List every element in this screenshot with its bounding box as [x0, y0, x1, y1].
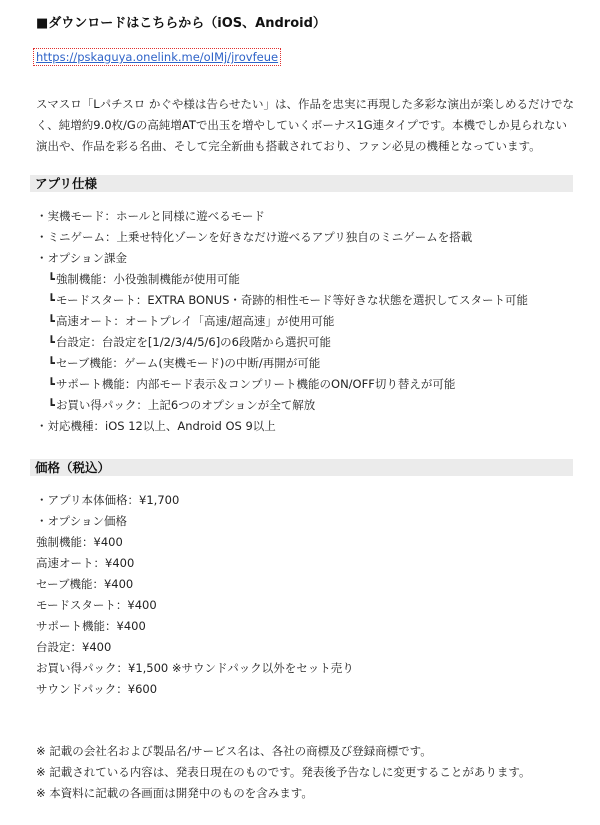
price-line-value-pack: お買い得パック：¥1,500 ※サウンドパック以外をセット売り	[36, 661, 354, 675]
price-app-body: ・アプリ本体価格：¥1,700	[36, 493, 180, 507]
option-setting: ┗台設定：台設定を[1/2/3/4/5/6]の6段階から選択可能	[48, 335, 331, 349]
option-force: ┗強制機能：小役強制機能が使用可能	[48, 272, 240, 286]
price-line-mode-start: モードスタート：¥400	[36, 598, 157, 612]
sub-marker: ┗	[48, 398, 55, 412]
option-value-pack: ┗お買い得パック：上記6つのオプションが全て解放	[48, 398, 316, 412]
sub-marker: ┗	[48, 314, 55, 328]
price-line-setting: 台設定：¥400	[36, 640, 112, 654]
spec-supported-devices: ・対応機種：iOS 12以上、Android OS 9以上	[36, 419, 276, 433]
note-content-date: ※ 記載されている内容は、発表日現在のものです。発表後予告なしに変更することがあります。	[36, 765, 531, 779]
heading-marker: ■	[36, 16, 49, 31]
price-section-title: 価格（税込）	[30, 459, 573, 476]
sub-marker: ┗	[48, 356, 55, 370]
option-save: ┗セーブ機能：ゲーム(実機モード)の中断/再開が可能	[48, 356, 321, 370]
heading-text: ダウンロードはこちらから（iOS、Android）	[48, 16, 326, 31]
price-option-header: ・オプション価格	[36, 514, 127, 528]
note-screens: ※ 本資料に記載の各画面は開発中のものを含みます。	[36, 786, 313, 800]
price-line-fast-auto: 高速オート：¥400	[36, 556, 135, 570]
price-line-sound-pack: サウンドパック：¥600	[36, 682, 158, 696]
spec-item-option-billing: ・オプション課金	[36, 251, 127, 265]
bullet: ・	[36, 514, 48, 528]
option-fast-auto: ┗高速オート：オートプレイ「高速/超高速」が使用可能	[48, 314, 335, 328]
bullet: ・	[36, 419, 48, 433]
spec-item-minigame: ・ミニゲーム：上乗せ特化ゾーンを好きなだけ遊べるアプリ独自のミニゲームを搭載	[36, 230, 473, 244]
note-trademark: ※ 記載の会社名および製品名/サービス名は、各社の商標及び登録商標です。	[36, 744, 432, 758]
price-line-save: セーブ機能：¥400	[36, 577, 134, 591]
sub-marker: ┗	[48, 272, 55, 286]
option-support: ┗サポート機能：内部モード表示＆コンプリート機能のON/OFF切り替えが可能	[48, 377, 456, 391]
app-description: スマスロ「Lパチスロ かぐや様は告らせたい」は、作品を忠実に再現した多彩な演出が楽しめるだけでなく、純増約9.0枚/Gの高純増ATで出玉を増やしていくボーナス1G連タイプです。本機でしか見られない演出や、作品を彩る名曲、そして完全新曲も搭載されており、ファン必見の機種となっています。	[36, 97, 575, 153]
spec-section-title: アプリ仕様	[30, 175, 573, 192]
price-line-support: サポート機能：¥400	[36, 619, 146, 633]
sub-marker: ┗	[48, 335, 55, 349]
bullet: ・	[36, 209, 48, 223]
bullet: ・	[36, 493, 48, 507]
download-link[interactable]: https://pskaguya.onelink.me/oIMj/jrovfeue	[33, 48, 281, 66]
price-line-force: 強制機能：¥400	[36, 535, 123, 549]
bullet: ・	[36, 230, 48, 244]
spec-item-real-mode: ・実機モード：ホールと同様に遊べるモード	[36, 209, 265, 223]
sub-marker: ┗	[48, 293, 55, 307]
download-heading	[36, 12, 326, 31]
bullet: ・	[36, 251, 48, 265]
option-mode-start: ┗モードスタート：EXTRA BONUS・奇跡的相性モード等好きな状態を選択してスタート可能	[48, 293, 528, 307]
sub-marker: ┗	[48, 377, 55, 391]
